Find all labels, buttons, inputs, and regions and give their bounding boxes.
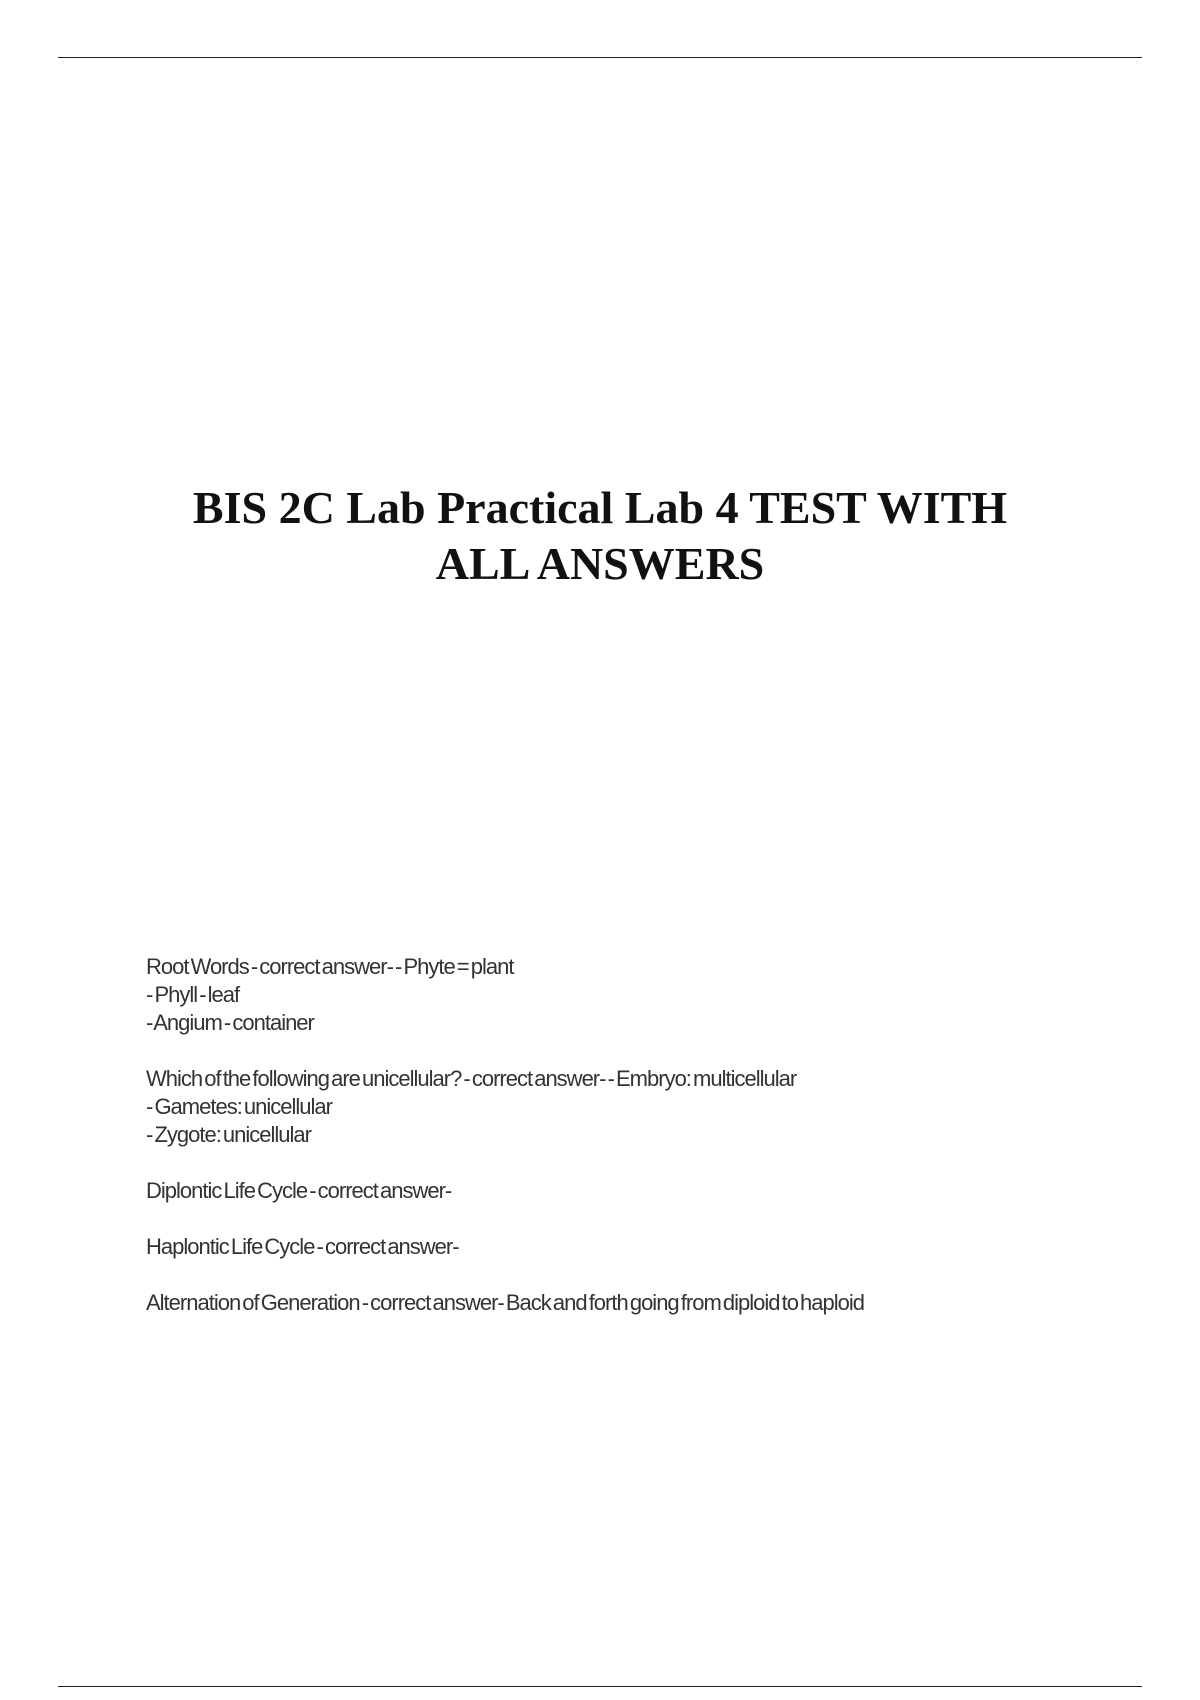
title-line-2: ALL ANSWERS bbox=[435, 538, 765, 589]
qa-line: Alternation of Generation - correct answer- Back and forth going from diploid to haploid bbox=[146, 1290, 865, 1315]
qa-entry-root-words bbox=[146, 953, 1106, 1037]
qa-line: Diplontic Life Cycle - correct answer- bbox=[146, 1178, 452, 1203]
qa-entry-haplontic bbox=[146, 1233, 1106, 1261]
qa-line: Which of the following are unicellular? - correct answer- - Embryo: multicellular bbox=[146, 1066, 797, 1091]
document-title bbox=[100, 480, 1100, 592]
qa-line: Haplontic Life Cycle - correct answer- bbox=[146, 1234, 459, 1259]
title-line-1: BIS 2C Lab Practical Lab 4 TEST WITH bbox=[192, 482, 1008, 533]
qa-entry-alternation bbox=[146, 1289, 1106, 1317]
qa-line: - Angium - container bbox=[146, 1010, 314, 1035]
qa-line: - Gametes: unicellular bbox=[146, 1094, 332, 1119]
top-rule bbox=[58, 57, 1142, 58]
bottom-rule bbox=[58, 1686, 1142, 1687]
qa-line: Root Words - correct answer- - Phyte = plant bbox=[146, 954, 514, 979]
qa-line: - Zygote: unicellular bbox=[146, 1122, 311, 1147]
qa-list bbox=[146, 953, 1106, 1345]
qa-entry-unicellular bbox=[146, 1065, 1106, 1149]
qa-entry-diplontic bbox=[146, 1177, 1106, 1205]
qa-line: - Phyll - leaf bbox=[146, 982, 240, 1007]
